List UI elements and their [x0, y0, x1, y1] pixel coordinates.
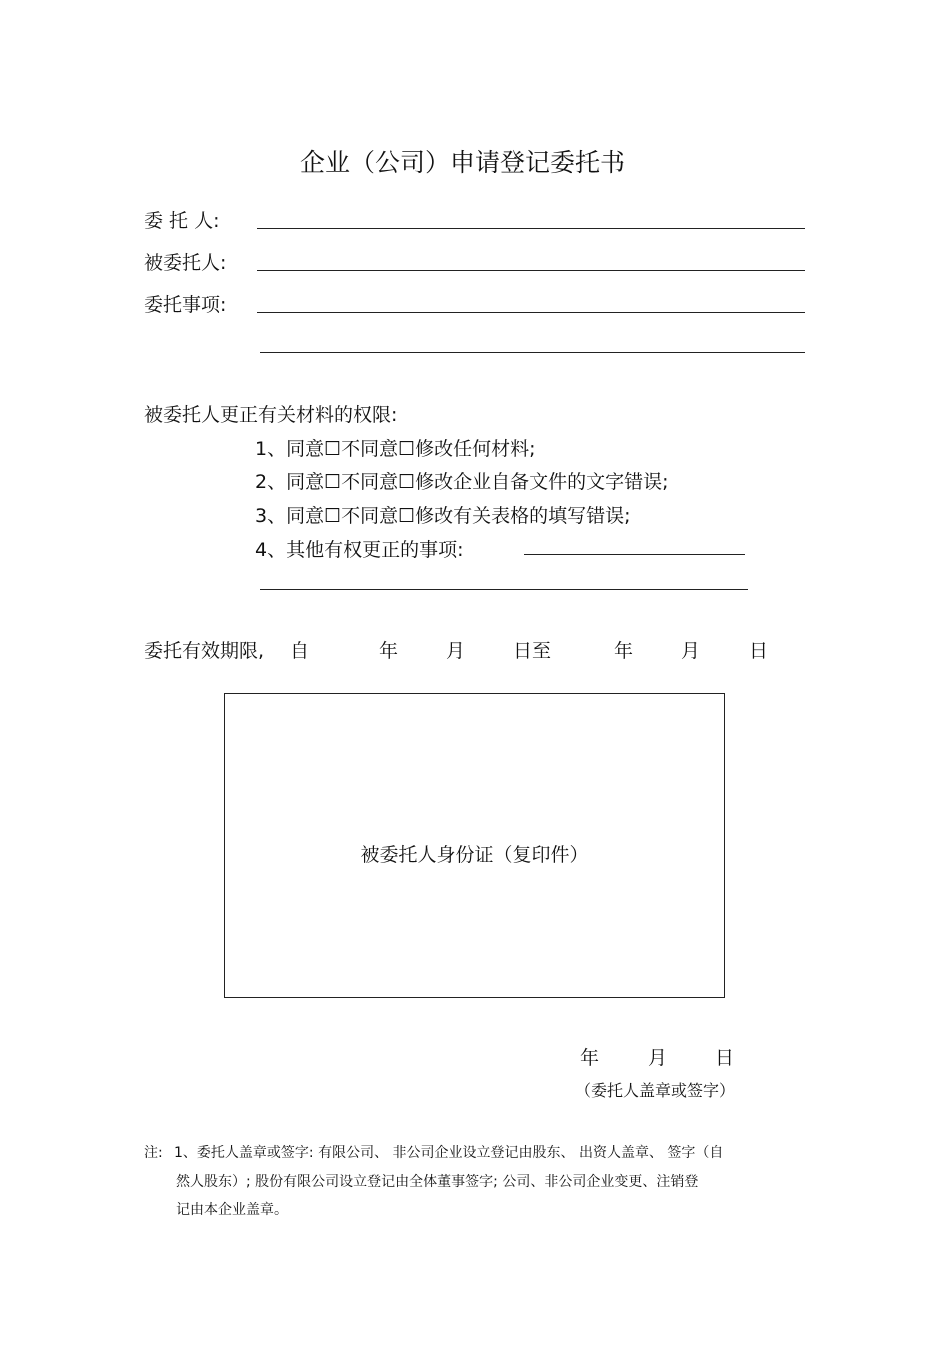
signature-year: 年: [580, 1047, 600, 1069]
validity-day-to: 日至: [513, 640, 552, 662]
validity-month-2: 月: [681, 640, 701, 662]
signature-month: 月: [648, 1047, 668, 1069]
validity-day-2: 日: [749, 640, 769, 662]
rights-item-4: 4、其他有权更正的事项:: [255, 539, 464, 561]
footnote-line-2: 然人股东）; 股份有限公司设立登记由全体董事签字; 公司、非公司企业变更、注销登: [176, 1174, 699, 1190]
id-copy-label: 被委托人身份证（复印件）: [360, 844, 589, 866]
id-copy-box: [224, 693, 725, 998]
rights-item-1: 1、同意☐不同意☐修改任何材料;: [255, 438, 536, 460]
validity-label: 委托有效期限,: [144, 640, 265, 662]
principal-label: 委 托 人:: [144, 210, 220, 232]
other-matters-input-line[interactable]: [524, 554, 745, 555]
validity-from: 自: [290, 640, 310, 662]
rights-item-3: 3、同意☐不同意☐修改有关表格的填写错误;: [255, 505, 631, 527]
footnote-prefix: 注:: [144, 1145, 163, 1161]
rights-heading: 被委托人更正有关材料的权限:: [144, 404, 398, 426]
validity-month-1: 月: [446, 640, 466, 662]
signature-note: （委托人盖章或签字）: [575, 1081, 736, 1100]
validity-year-2: 年: [614, 640, 634, 662]
other-matters-input-line-2[interactable]: [260, 589, 748, 590]
principal-input-line[interactable]: [257, 228, 805, 229]
matters-input-line[interactable]: [257, 312, 805, 313]
footnote-line-1: 1、委托人盖章或签字: 有限公司、 非公司企业设立登记由股东、 出资人盖章、 签字（自: [174, 1145, 724, 1161]
validity-year-1: 年: [379, 640, 399, 662]
signature-day: 日: [715, 1047, 735, 1069]
rights-item-2: 2、同意☐不同意☐修改企业自备文件的文字错误;: [255, 471, 669, 493]
footnote-line-3: 记由本企业盖章。: [176, 1202, 288, 1218]
agent-label: 被委托人:: [144, 252, 227, 274]
matters-label: 委托事项:: [144, 294, 227, 316]
matters-input-line-2[interactable]: [260, 352, 805, 353]
page-title: 企业（公司）申请登记委托书: [299, 148, 625, 177]
agent-input-line[interactable]: [257, 270, 805, 271]
